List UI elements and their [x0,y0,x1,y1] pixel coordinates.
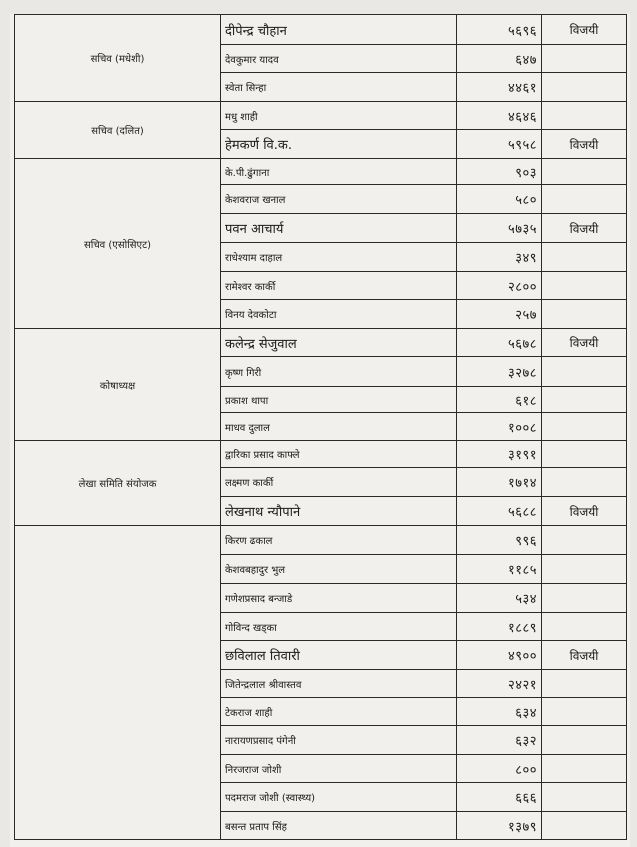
candidate-name-cell: गोविन्द खड्का [221,613,457,641]
table-row [15,329,627,357]
candidate-name-cell: लक्ष्मण कार्की [221,468,457,497]
result-status-cell: विजयी [542,641,627,670]
result-status-cell [542,783,627,812]
result-status-cell [542,413,627,441]
vote-count-cell: ६४७ [457,45,542,73]
vote-count-cell: ४९०० [457,641,542,670]
post-title-cell: सचिव (मधेशी) [15,15,221,102]
result-status-cell [542,73,627,102]
candidate-name-cell: दीपेन्द्र चौहान [221,15,457,45]
vote-count-cell: ६१८ [457,387,542,413]
vote-count-cell: ९०३ [457,159,542,185]
post-title-cell: सचिव (एसोसिएट) [15,159,221,329]
result-status-cell [542,102,627,130]
vote-count-cell: २४२१ [457,670,542,698]
candidate-name-cell: स्वेता सिन्हा [221,73,457,102]
result-status-cell: विजयी [542,15,627,45]
results-table-body [15,15,627,840]
vote-count-cell: ३१९१ [457,441,542,468]
vote-count-cell: ५७३५ [457,214,542,243]
vote-count-cell: २५७ [457,300,542,329]
result-status-cell: विजयी [542,214,627,243]
result-status-cell [542,357,627,387]
candidate-name-cell: छविलाल तिवारी [221,641,457,670]
vote-count-cell: ६३४ [457,698,542,726]
vote-count-cell: ५६८८ [457,497,542,526]
election-results-table [14,14,627,840]
result-status-cell [542,243,627,272]
result-status-cell: विजयी [542,497,627,526]
result-status-cell: विजयी [542,329,627,357]
table-row [15,441,627,468]
result-status-cell [542,159,627,185]
post-title-cell: सचिव (दलित) [15,102,221,159]
vote-count-cell: २८०० [457,272,542,300]
candidate-name-cell: कृष्ण गिरी [221,357,457,387]
candidate-name-cell: किरण ढकाल [221,526,457,555]
vote-count-cell: ८०० [457,755,542,783]
vote-count-cell: ६६६ [457,783,542,812]
result-status-cell [542,272,627,300]
result-status-cell [542,670,627,698]
vote-count-cell: ५६७८ [457,329,542,357]
candidate-name-cell: बसन्त प्रताप सिंह [221,812,457,840]
result-status-cell: विजयी [542,130,627,159]
result-status-cell [542,45,627,73]
candidate-name-cell: मधु शाही [221,102,457,130]
candidate-name-cell: लेखनाथ न्यौपाने [221,497,457,526]
table-row [15,526,627,555]
result-status-cell [542,726,627,755]
vote-count-cell: ५३४ [457,584,542,613]
candidate-name-cell: केशवराज खनाल [221,185,457,214]
candidate-name-cell: द्वारिका प्रसाद काफ्ले [221,441,457,468]
vote-count-cell: ६३२ [457,726,542,755]
candidate-name-cell: के.पी.ढुंगाना [221,159,457,185]
candidate-name-cell: टेकराज शाही [221,698,457,726]
candidate-name-cell: पवन आचार्य [221,214,457,243]
table-row [15,159,627,185]
vote-count-cell: १८८९ [457,613,542,641]
vote-count-cell: ४४६१ [457,73,542,102]
document-sheet [10,14,630,847]
result-status-cell [542,698,627,726]
result-status-cell [542,755,627,783]
result-status-cell [542,441,627,468]
vote-count-cell: ३४९ [457,243,542,272]
table-row [15,102,627,130]
vote-count-cell: १००८ [457,413,542,441]
result-status-cell [542,555,627,584]
vote-count-cell: ११८५ [457,555,542,584]
candidate-name-cell: जितेन्द्रलाल श्रीवास्तव [221,670,457,698]
result-status-cell [542,468,627,497]
result-status-cell [542,526,627,555]
candidate-name-cell: गणेशप्रसाद बन्जाडे [221,584,457,613]
post-title-cell [15,526,221,840]
candidate-name-cell: राधेश्याम दाहाल [221,243,457,272]
vote-count-cell: ३२७८ [457,357,542,387]
vote-count-cell: ५८० [457,185,542,214]
table-row [15,15,627,45]
vote-count-cell: १३७९ [457,812,542,840]
candidate-name-cell: नारायणप्रसाद पंगेनी [221,726,457,755]
candidate-name-cell: प्रकाश थापा [221,387,457,413]
vote-count-cell: १७१४ [457,468,542,497]
result-status-cell [542,584,627,613]
vote-count-cell: ९९६ [457,526,542,555]
vote-count-cell: ५९५८ [457,130,542,159]
result-status-cell [542,613,627,641]
result-status-cell [542,387,627,413]
candidate-name-cell: कलेन्द्र सेजुवाल [221,329,457,357]
candidate-name-cell: निरजराज जोशी [221,755,457,783]
candidate-name-cell: देवकुमार यादव [221,45,457,73]
vote-count-cell: ४६४६ [457,102,542,130]
candidate-name-cell: हेमकर्ण वि.क. [221,130,457,159]
post-title-cell: कोषाध्यक्ष [15,329,221,441]
candidate-name-cell: केशवबहादुर भुल [221,555,457,584]
result-status-cell [542,812,627,840]
candidate-name-cell: पदमराज जोशी (स्वास्थ्य) [221,783,457,812]
candidate-name-cell: माधव दुलाल [221,413,457,441]
vote-count-cell: ५६९६ [457,15,542,45]
post-title-cell: लेखा समिति संयोजक [15,441,221,526]
candidate-name-cell: विनय देवकोटा [221,300,457,329]
result-status-cell [542,185,627,214]
result-status-cell [542,300,627,329]
candidate-name-cell: रामेश्वर कार्की [221,272,457,300]
